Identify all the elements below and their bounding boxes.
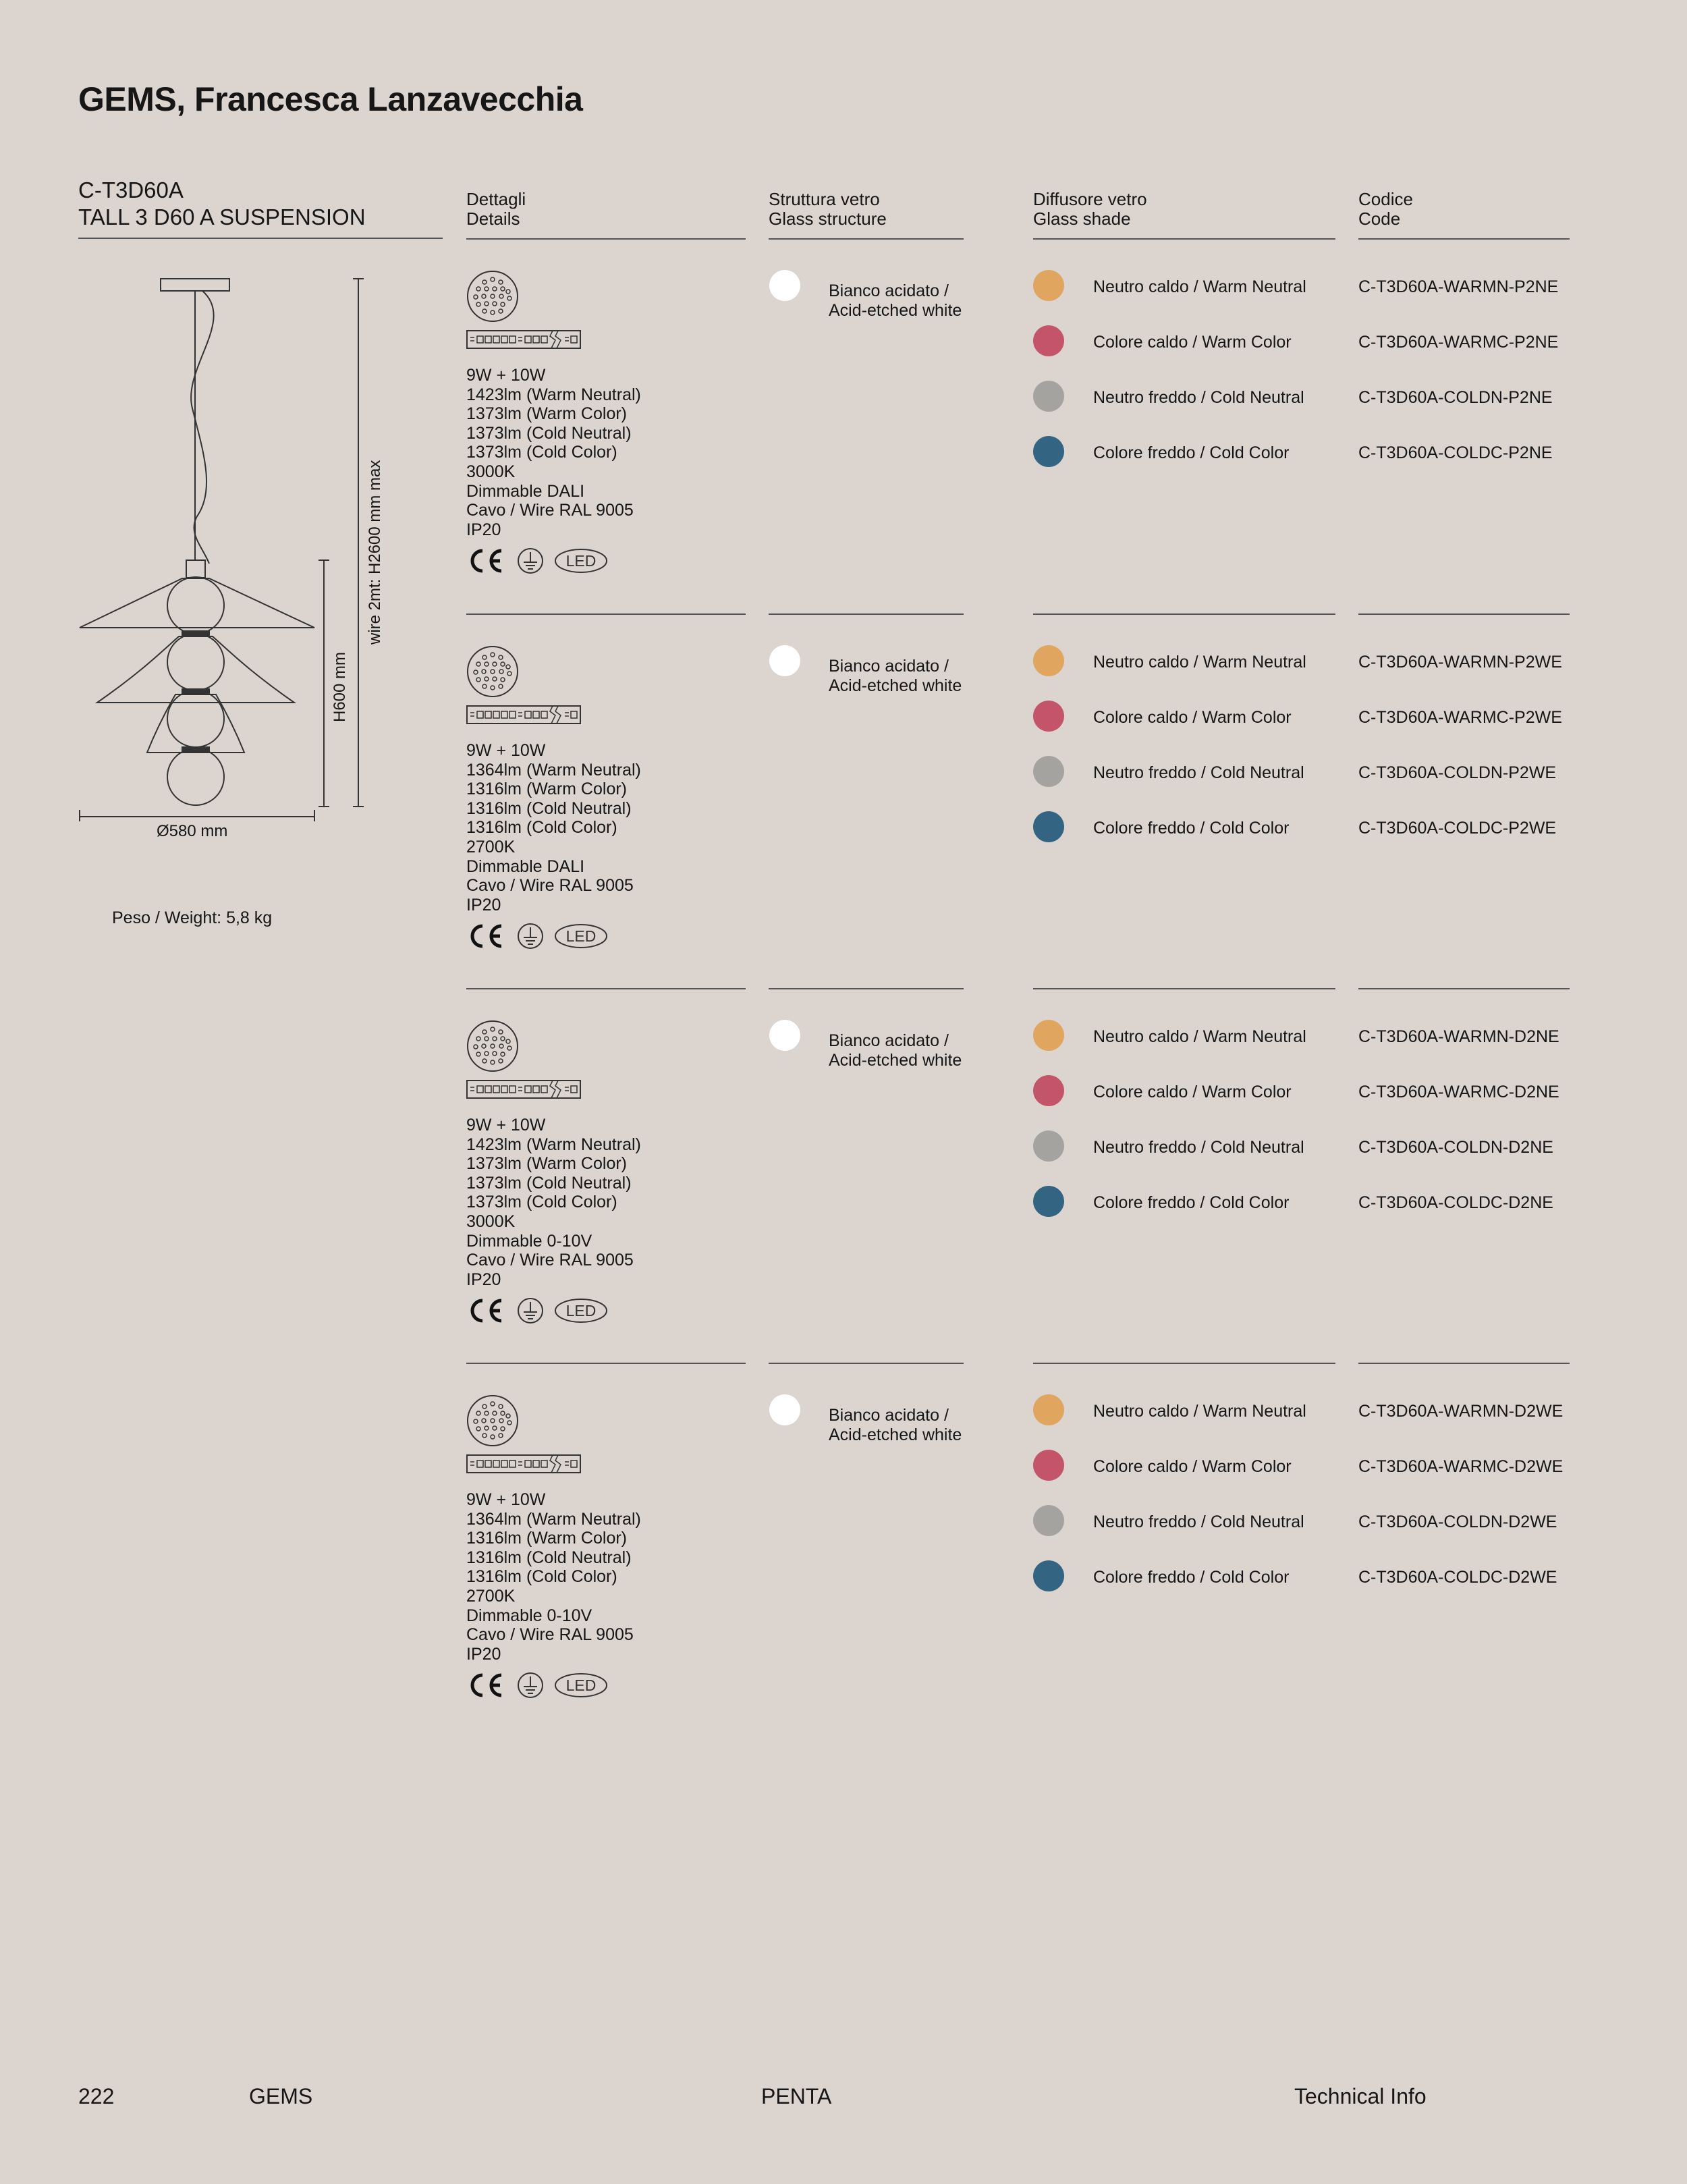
footer-brand: PENTA <box>761 2084 832 2108</box>
product-code-value: C-T3D60A-WARMN-P2WE <box>1358 653 1562 672</box>
glass-structure-header-en: Glass structure <box>769 209 887 229</box>
shade-swatch <box>1033 270 1064 301</box>
row-divider <box>1358 1363 1570 1364</box>
product-code-value: C-T3D60A-COLDN-P2NE <box>1358 388 1553 407</box>
shade-label: Neutro caldo / Warm Neutral <box>1093 277 1306 296</box>
shade-label: Colore caldo / Warm Color <box>1093 708 1292 727</box>
row-divider <box>1358 613 1570 615</box>
code-header <box>1358 190 1413 229</box>
shade-swatch <box>1033 645 1064 676</box>
variant-details: 9W + 10W 1423lm (Warm Neutral) 1373lm (Warm Color) 1373lm (Cold Neutral) 1373lm (Cold Color) 3000K Dimmable 0-10V Cavo / Wire RAL 9005 IP20 <box>466 1116 641 1289</box>
ground-icon <box>517 923 544 950</box>
ce-mark-icon <box>466 922 504 950</box>
led-badge-icon <box>554 1297 608 1324</box>
details-header-divider <box>466 238 746 240</box>
shade-label: Neutro freddo / Cold Neutral <box>1093 388 1304 407</box>
led-badge-icon <box>554 923 608 950</box>
code-header-en: Code <box>1358 209 1401 229</box>
variant-details: 9W + 10W 1364lm (Warm Neutral) 1316lm (Warm Color) 1316lm (Cold Neutral) 1316lm (Cold Color) 2700K Dimmable 0-10V Cavo / Wire RAL 9005 IP20 <box>466 1490 641 1664</box>
glass-structure-header-it: Struttura vetro <box>769 189 880 209</box>
led-module-icon <box>466 270 519 323</box>
product-header <box>78 177 366 231</box>
product-variant-row-1 <box>0 270 1687 607</box>
ce-mark-icon <box>466 547 504 575</box>
variant-details: 9W + 10W 1364lm (Warm Neutral) 1316lm (Warm Color) 1316lm (Cold Neutral) 1316lm (Cold Color) 2700K Dimmable DALI Cavo / Wire RAL 9005 IP20 <box>466 741 641 914</box>
shade-swatch <box>1033 1450 1064 1481</box>
page-title: GEMS, Francesca Lanzavecchia <box>78 80 583 118</box>
shade-label: Colore caldo / Warm Color <box>1093 333 1292 352</box>
row-divider <box>466 988 746 989</box>
footer-category: Technical Info <box>1294 2084 1427 2108</box>
joint-1 <box>182 631 209 635</box>
glass-structure-swatch <box>769 1394 800 1425</box>
shade-swatch <box>1033 436 1064 467</box>
glass-structure-label: Bianco acidato / Acid-etched white <box>829 1031 962 1070</box>
product-code-value: C-T3D60A-WARMC-P2NE <box>1358 333 1559 352</box>
led-module-icon <box>466 1394 519 1447</box>
shade-label: Colore freddo / Cold Color <box>1093 1193 1290 1212</box>
glass-structure-label: Bianco acidato / Acid-etched white <box>829 1406 962 1444</box>
ground-icon <box>517 1672 544 1699</box>
details-header-it: Dettagli <box>466 189 526 209</box>
glass-structure-swatch <box>769 645 800 676</box>
glass-shade-header <box>1033 190 1147 229</box>
product-code-value: C-T3D60A-COLDN-D2NE <box>1358 1138 1553 1157</box>
shade-swatch <box>1033 1130 1064 1162</box>
shade-label: Neutro caldo / Warm Neutral <box>1093 1027 1306 1046</box>
product-divider <box>78 238 443 239</box>
shade-label: Neutro freddo / Cold Neutral <box>1093 1512 1304 1531</box>
led-badge-icon <box>554 547 608 574</box>
product-code-value: C-T3D60A-COLDC-P2NE <box>1358 443 1553 462</box>
row-divider <box>769 1363 964 1364</box>
code-header-it: Codice <box>1358 189 1413 209</box>
product-code-value: C-T3D60A-WARMC-D2WE <box>1358 1457 1564 1476</box>
product-code-value: C-T3D60A-WARMN-D2WE <box>1358 1402 1564 1421</box>
row-divider <box>1033 988 1335 989</box>
ce-mark-icon <box>466 1671 504 1699</box>
product-variant-row-4 <box>0 1394 1687 1732</box>
led-badge-text: LED <box>565 552 597 570</box>
shade-label: Colore freddo / Cold Color <box>1093 1568 1290 1587</box>
glass-structure-header-divider <box>769 238 964 240</box>
glass-structure-header <box>769 190 887 229</box>
shade-label: Colore freddo / Cold Color <box>1093 443 1290 462</box>
shade-swatch <box>1033 1394 1064 1425</box>
driver-icon <box>466 1454 581 1474</box>
product-code-value: C-T3D60A-COLDC-D2WE <box>1358 1568 1557 1587</box>
details-header-en: Details <box>466 209 520 229</box>
ground-icon <box>517 547 544 574</box>
shade-swatch <box>1033 1560 1064 1591</box>
glass-shade-header-en: Glass shade <box>1033 209 1131 229</box>
row-divider <box>769 988 964 989</box>
shade-swatch <box>1033 325 1064 356</box>
diameter-label: Ø580 mm <box>157 822 228 840</box>
driver-icon <box>466 1079 581 1099</box>
product-code-value: C-T3D60A-WARMC-P2WE <box>1358 708 1562 727</box>
led-badge-text: LED <box>565 927 597 945</box>
code-header-divider <box>1358 238 1570 240</box>
product-code-value: C-T3D60A-WARMN-D2NE <box>1358 1027 1559 1046</box>
ce-mark-icon <box>466 1296 504 1325</box>
row-divider <box>1033 1363 1335 1364</box>
driver-icon <box>466 705 581 725</box>
shade-label: Colore freddo / Cold Color <box>1093 819 1290 838</box>
variant-details: 9W + 10W 1423lm (Warm Neutral) 1373lm (Warm Color) 1373lm (Cold Neutral) 1373lm (Cold Color) 3000K Dimmable DALI Cavo / Wire RAL 9005 IP20 <box>466 366 641 539</box>
product-code-value: C-T3D60A-COLDC-D2NE <box>1358 1193 1553 1212</box>
led-badge-text: LED <box>565 1302 597 1319</box>
wire-label: wire 2mt: H2600 mm max <box>366 460 384 645</box>
led-module-icon <box>466 1020 519 1072</box>
row-divider <box>769 613 964 615</box>
weight-label: Peso / Weight: 5,8 kg <box>112 908 273 927</box>
glass-structure-label: Bianco acidato / Acid-etched white <box>829 657 962 695</box>
product-code-value: C-T3D60A-COLDN-D2WE <box>1358 1512 1557 1531</box>
product-variant-row-2 <box>0 645 1687 983</box>
product-code-value: C-T3D60A-COLDC-P2WE <box>1358 819 1557 838</box>
product-name: TALL 3 D60 A SUSPENSION <box>78 204 366 229</box>
glass-shade-header-it: Diffusore vetro <box>1033 189 1147 209</box>
shade-swatch <box>1033 811 1064 842</box>
height-label: H600 mm <box>331 651 349 722</box>
row-divider <box>1033 613 1335 615</box>
shade-label: Colore caldo / Warm Color <box>1093 1083 1292 1101</box>
driver-icon <box>466 329 581 350</box>
details-header <box>466 190 526 229</box>
product-code-value: C-T3D60A-WARMC-D2NE <box>1358 1083 1559 1101</box>
product-variant-row-3 <box>0 1020 1687 1357</box>
shade-label: Neutro caldo / Warm Neutral <box>1093 1402 1306 1421</box>
led-module-icon <box>466 645 519 698</box>
shade-swatch <box>1033 1505 1064 1536</box>
product-code-value: C-T3D60A-WARMN-P2NE <box>1358 277 1559 296</box>
row-divider <box>466 1363 746 1364</box>
shade-swatch <box>1033 756 1064 787</box>
shade-swatch <box>1033 1186 1064 1217</box>
row-divider <box>466 613 746 615</box>
glass-structure-swatch <box>769 1020 800 1051</box>
shade-label: Colore caldo / Warm Color <box>1093 1457 1292 1476</box>
shade-label: Neutro freddo / Cold Neutral <box>1093 763 1304 782</box>
product-code: C-T3D60A <box>78 178 184 202</box>
glass-structure-swatch <box>769 270 800 301</box>
led-badge-icon <box>554 1672 608 1699</box>
footer-section: GEMS <box>249 2084 313 2108</box>
shade-label: Neutro freddo / Cold Neutral <box>1093 1138 1304 1157</box>
glass-shade-header-divider <box>1033 238 1335 240</box>
footer-page-number: 222 <box>78 2084 115 2108</box>
shade-swatch <box>1033 1020 1064 1051</box>
shade-swatch <box>1033 701 1064 732</box>
glass-structure-label: Bianco acidato / Acid-etched white <box>829 281 962 320</box>
shade-label: Neutro caldo / Warm Neutral <box>1093 653 1306 672</box>
shade-swatch <box>1033 1075 1064 1106</box>
product-code-value: C-T3D60A-COLDN-P2WE <box>1358 763 1557 782</box>
led-badge-text: LED <box>565 1676 597 1694</box>
ground-icon <box>517 1297 544 1324</box>
row-divider <box>1358 988 1570 989</box>
shade-swatch <box>1033 381 1064 412</box>
